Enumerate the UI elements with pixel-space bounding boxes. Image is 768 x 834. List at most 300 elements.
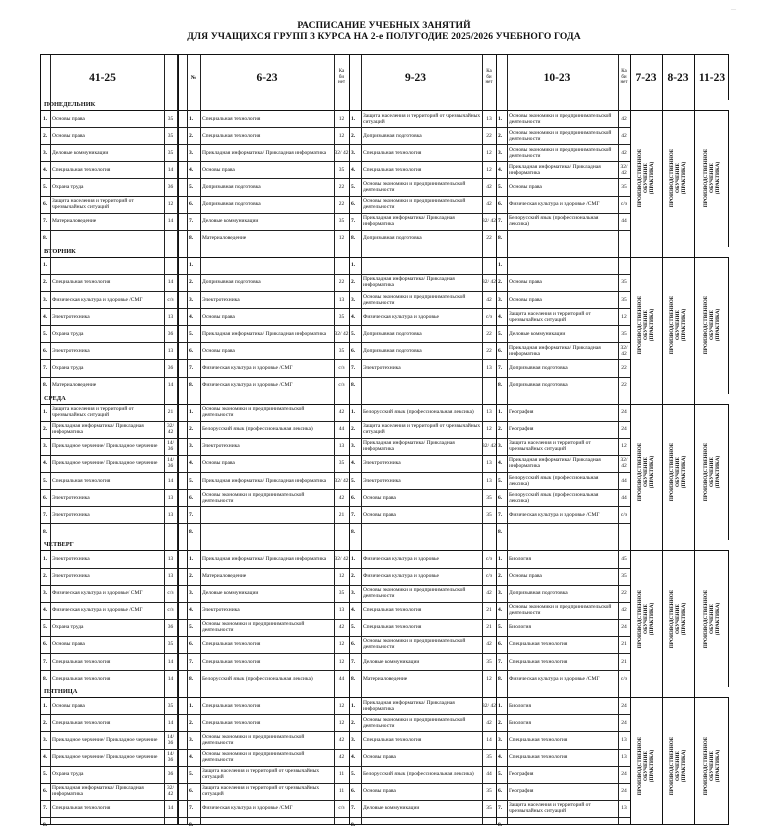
lesson-number: 5.	[351, 330, 356, 337]
lesson-subject	[200, 506, 334, 523]
cabinet-number: 22	[486, 347, 492, 354]
cabinet-number: 12	[338, 641, 345, 648]
production-training-cell	[694, 257, 730, 394]
cabinet-number: 35	[167, 149, 174, 156]
lesson-subject: Специальная технология	[509, 641, 568, 648]
lesson-subject: Электротехника	[52, 313, 90, 320]
lesson-number: 7.	[351, 805, 356, 812]
document-title: РАСПИСАНИЕ УЧЕБНЫХ ЗАНЯТИЙ	[297, 20, 471, 31]
lesson-number: 3.	[43, 736, 48, 743]
cabinet-number: 35	[167, 132, 174, 139]
production-training-label: ПРОИЗВОДСТВЕННОЕ ОБУЧЕНИЕ (ПРАКТИКА)	[703, 149, 722, 208]
lesson-number: 7.	[43, 364, 48, 371]
lesson-subject: Электротехника	[52, 347, 90, 354]
lesson-subject: Электротехника	[363, 460, 401, 467]
cabinet-number: 21	[167, 409, 174, 416]
cabinet-number: 22	[486, 235, 492, 242]
cabinet-number: 35	[486, 754, 492, 761]
lesson-subject: Основы экономики и предпринимательской деятельности	[202, 751, 305, 764]
lesson-subject: Прикладная информатика/ Прикладная информатика	[202, 149, 327, 156]
lesson-subject: Физическая культура и здоровье /СМГ	[509, 511, 600, 518]
cabinet-number: 42	[621, 149, 627, 156]
cabinet-number: 35	[621, 279, 627, 286]
lesson-subject: Охрана труда	[52, 183, 84, 190]
lesson-number: 4.	[43, 607, 48, 614]
lesson-subject: Защита населения и территорий от чрезвычайных ситуаций	[509, 802, 591, 815]
cabinet-number: 14	[486, 736, 492, 743]
lesson-subject: Защита населения и территорий от чрезвычайных ситуаций	[52, 406, 134, 419]
cabinet-number: 13	[621, 805, 627, 812]
cabinet-number: 24	[621, 771, 627, 778]
lesson-subject: Специальная технология	[363, 149, 422, 156]
cabinet-number: 35	[338, 347, 345, 354]
lesson-number: 4.	[43, 166, 48, 173]
production-training-label: ПРОИЗВОДСТВЕННОЕ ОБУЧЕНИЕ (ПРАКТИКА)	[703, 736, 722, 795]
cabinet-number: 12	[486, 149, 492, 156]
lesson-number: 7.	[498, 218, 503, 225]
lesson-subject: Белорусский язык (профессиональная лексика)	[363, 409, 474, 416]
cabinet-number: 32/ 42	[620, 163, 628, 176]
cabinet-number: 12	[621, 313, 627, 320]
lesson-number: 2.	[43, 573, 48, 580]
cabinet-number: 21	[486, 624, 492, 631]
lesson-subject: Основы права	[202, 313, 235, 320]
cabinet-number: 14	[167, 658, 174, 665]
lesson-subject: Прикладная информатика/ Прикладная информатика	[202, 555, 327, 562]
lesson-number: 8.	[498, 382, 503, 389]
lesson-subject: Охрана труда	[52, 330, 84, 337]
cabinet-number: 24	[621, 426, 627, 433]
lesson-number: 2.	[43, 279, 48, 286]
lesson-number: 8.	[498, 675, 503, 682]
lesson-subject: Основы экономики и предпринимательской деятельности	[363, 198, 466, 211]
cabinet-number: 36	[167, 330, 174, 337]
lesson-subject: Электротехника	[202, 607, 240, 614]
lesson-number: 5.	[189, 183, 194, 190]
production-training-label: ПРОИЗВОДСТВЕННОЕ ОБУЧЕНИЕ (ПРАКТИКА)	[637, 149, 656, 208]
production-training-label: ПРОИЗВОДСТВЕННОЕ ОБУЧЕНИЕ (ПРАКТИКА)	[637, 736, 656, 795]
lesson-number: 1.	[189, 702, 194, 709]
lesson-number: 1.	[43, 555, 48, 562]
lesson-number: 2.	[189, 426, 194, 433]
lesson-number: 5.	[351, 771, 356, 778]
lesson-subject: Специальная технология	[52, 675, 111, 682]
cabinet-number: 32/ 42	[482, 218, 496, 225]
lesson-number: 8.	[351, 822, 356, 829]
lesson-number: 3.	[498, 590, 503, 597]
lesson-number: 7.	[351, 218, 356, 225]
cabinet-number: 32/ 42	[166, 785, 175, 798]
cabinet-number: 14	[167, 166, 174, 173]
lesson-subject: Прикладная информатика/ Прикладная информатика	[363, 440, 455, 453]
lesson-number: 8.	[189, 822, 194, 829]
lesson-number: 2.	[189, 279, 194, 286]
production-training-label: ПРОИЗВОДСТВЕННОЕ ОБУЧЕНИЕ (ПРАКТИКА)	[669, 589, 688, 649]
lesson-number: 4.	[498, 607, 503, 614]
cabinet-number: с/з	[338, 805, 345, 812]
lesson-number: 5.	[43, 771, 48, 778]
lesson-subject: Основы экономики и предпринимательской деятельности	[363, 638, 466, 651]
cabinet-number: 13	[621, 736, 627, 743]
lesson-subject: Допризывная подготовка	[509, 590, 568, 597]
group-header-10-23: 10-23	[543, 71, 571, 84]
lesson-number: 5.	[189, 477, 194, 484]
cabinet-number: 42	[486, 201, 492, 208]
cabinet-number: 42	[621, 132, 627, 139]
lesson-number: 3.	[498, 296, 503, 303]
cabinet-number: 14/ 36	[166, 440, 175, 453]
lesson-subject: Физическая культура и здоровье /СМГ	[202, 382, 293, 389]
lesson-subject: Биология	[509, 702, 532, 709]
lesson-number: 6.	[189, 347, 194, 354]
cabinet-number: 14/ 36	[166, 751, 175, 764]
cabinet-number: 36	[167, 364, 174, 371]
lesson-number: 7.	[351, 511, 356, 518]
lesson-number: 3.	[498, 443, 503, 450]
production-training-label: ПРОИЗВОДСТВЕННОЕ ОБУЧЕНИЕ (ПРАКТИКА)	[669, 442, 688, 502]
lesson-number: 6.	[351, 641, 356, 648]
cabinet-number	[482, 523, 496, 540]
lesson-subject	[507, 817, 618, 834]
lesson-subject: Основы права	[202, 460, 235, 467]
lesson-number: 1.	[498, 409, 503, 416]
lesson-number: 7.	[498, 364, 503, 371]
lesson-subject	[507, 230, 618, 247]
document-subtitle: ДЛЯ УЧАЩИХСЯ ГРУПП 3 КУРСА НА 2-е ПОЛУГОДИЕ 2025/2026 УЧЕБНОГО ГОДА	[187, 31, 581, 42]
cabinet-header: Ка би нет	[485, 69, 493, 86]
lesson-subject: Основы права	[202, 166, 235, 173]
cabinet-number: 12	[338, 235, 345, 242]
lesson-subject: Электротехника	[202, 443, 240, 450]
cabinet-header: Ка би нет	[337, 69, 346, 86]
cabinet-number	[334, 257, 349, 274]
lesson-subject: Физическая культура и здоровье	[363, 573, 439, 580]
lesson-subject: Специальная технология	[52, 279, 111, 286]
lesson-subject: Физическая культура и здоровье	[363, 555, 439, 562]
cabinet-number: 22	[621, 590, 627, 597]
lesson-subject: Допризывная подготовка	[363, 132, 422, 139]
cabinet-number: 32/ 42	[620, 457, 628, 470]
cabinet-number: с/з	[620, 201, 628, 208]
cabinet-number: 36	[167, 624, 174, 631]
production-training-cell	[630, 550, 662, 687]
lesson-number: 4.	[498, 313, 503, 320]
lesson-subject: Специальная технология	[363, 624, 422, 631]
cabinet-number: 42	[486, 590, 492, 597]
cabinet-number: 42	[338, 409, 345, 416]
lesson-subject: Основы права	[52, 641, 85, 648]
lesson-number: 8.	[351, 382, 356, 389]
cabinet-number: 14	[167, 675, 174, 682]
cabinet-number: 14	[167, 805, 174, 812]
day-label: ВТОРНИК	[41, 247, 730, 257]
day-label: ЧЕТВЕРГ	[41, 540, 730, 550]
lesson-number: 1.	[43, 409, 48, 416]
num-header: №	[190, 74, 197, 81]
lesson-number: 2.	[43, 132, 48, 139]
column-divider	[507, 55, 508, 824]
production-training-label: ПРОИЗВОДСТВЕННОЕ ОБУЧЕНИЕ (ПРАКТИКА)	[637, 295, 656, 355]
cabinet-number: 35	[167, 702, 174, 709]
lesson-subject: Прикладная информатика/ Прикладная информатика	[363, 276, 455, 289]
lesson-number: 8.	[43, 822, 48, 829]
lesson-number: 8.	[189, 382, 194, 389]
cabinet-number: 24	[621, 788, 627, 795]
lesson-subject: Основы права	[52, 702, 85, 709]
lesson-number: 3.	[189, 443, 194, 450]
cabinet-number: 36	[167, 771, 174, 778]
lesson-number: 4.	[43, 313, 48, 320]
lesson-subject: Белорусский язык (профессиональная лексика)	[363, 771, 474, 778]
lesson-number: 5.	[498, 624, 503, 631]
cabinet-number: 32/ 42	[482, 279, 496, 286]
cabinet-number: 32/ 42	[166, 423, 175, 436]
lesson-number: 4.	[351, 313, 356, 320]
lesson-subject: Физическая культура и здоровье /СМГ	[202, 805, 293, 812]
column-divider	[349, 55, 350, 824]
lesson-number: 5.	[189, 771, 194, 778]
lesson-number: 6.	[43, 201, 48, 208]
lesson-subject: Специальная технология	[52, 658, 111, 665]
lesson-subject: Физическая культура и здоровье /СМГ	[52, 296, 143, 303]
lesson-number: 2.	[498, 132, 503, 139]
cabinet-number: 13	[167, 511, 174, 518]
cabinet-number: 35	[486, 511, 492, 518]
lesson-number: 8.	[351, 528, 356, 535]
lesson-number: 1.	[498, 555, 503, 562]
lesson-number: 4.	[498, 166, 503, 173]
lesson-number: 5.	[351, 624, 356, 631]
lesson-number: 1.	[189, 115, 194, 122]
lesson-number: 1.	[351, 555, 356, 562]
lesson-subject: Специальная технология	[202, 658, 261, 665]
lesson-subject: Основы права	[509, 183, 542, 190]
lesson-number: 1.	[43, 702, 48, 709]
lesson-subject: Прикладная информатика/ Прикладная информатика	[52, 423, 144, 436]
lesson-subject: Защита населения и территорий от чрезвычайных ситуаций	[52, 198, 134, 211]
cabinet-number: 12	[338, 658, 345, 665]
column-divider	[496, 55, 497, 824]
lesson-number: 3.	[351, 149, 356, 156]
lesson-subject: Специальная технология	[363, 607, 422, 614]
lesson-subject: Основы права	[52, 132, 85, 139]
cabinet-number	[482, 257, 496, 274]
production-training-cell	[630, 110, 662, 247]
lesson-subject: Белорусский язык (профессиональная лексика)	[509, 215, 599, 228]
lesson-number: 6.	[43, 347, 48, 354]
cabinet-number: 35	[486, 658, 492, 665]
lesson-subject: Электротехника	[52, 555, 90, 562]
lesson-subject: Основы права	[363, 511, 396, 518]
cabinet-number: с/з	[485, 573, 493, 580]
lesson-number: 7.	[189, 658, 194, 665]
cabinet-number: 13	[486, 409, 492, 416]
cabinet-number: 42	[338, 754, 345, 761]
group-header-7-23: 7-23	[635, 71, 657, 84]
lesson-subject	[361, 523, 482, 540]
cabinet-number: 12	[621, 443, 627, 450]
cabinet-number: 24	[621, 624, 627, 631]
lesson-number: 1.	[189, 555, 194, 562]
cabinet-number	[618, 230, 630, 247]
lesson-subject: Специальная технология	[202, 702, 261, 709]
cabinet-number: 42	[486, 719, 492, 726]
lesson-subject	[361, 377, 482, 394]
cabinet-number: 42	[621, 607, 627, 614]
lesson-number: 5.	[498, 183, 503, 190]
lesson-subject: Основы права	[52, 115, 85, 122]
cabinet-number: 35	[486, 805, 492, 812]
lesson-number: 6.	[498, 201, 503, 208]
cabinet-number: 35	[338, 313, 345, 320]
production-training-label: ПРОИЗВОДСТВЕННОЕ ОБУЧЕНИЕ (ПРАКТИКА)	[669, 149, 688, 208]
lesson-subject: Прикладное черчение/ Прикладное черчение	[52, 443, 158, 450]
lesson-number: 3.	[498, 736, 503, 743]
lesson-number: 3.	[189, 736, 194, 743]
lesson-number: 2.	[351, 132, 356, 139]
lesson-subject: Основы экономики и предпринимательской деятельности	[509, 146, 612, 159]
lesson-subject: Прикладное черчение/ Прикладное черчение	[52, 754, 158, 761]
lesson-subject	[50, 523, 164, 540]
lesson-subject: Охрана труда	[52, 364, 84, 371]
cabinet-number: 22	[621, 382, 627, 389]
cabinet-number: 42	[338, 624, 345, 631]
column-divider	[200, 55, 201, 824]
production-training-cell	[694, 110, 730, 247]
lesson-number: 3.	[189, 149, 194, 156]
lesson-number: 4.	[189, 313, 194, 320]
lesson-number: 1.	[498, 115, 503, 122]
lesson-subject: Электротехника	[363, 364, 401, 371]
lesson-subject	[507, 257, 618, 274]
lesson-number: 7.	[43, 658, 48, 665]
production-training-label: ПРОИЗВОДСТВЕННОЕ ОБУЧЕНИЕ (ПРАКТИКА)	[669, 295, 688, 355]
production-training-cell	[662, 550, 694, 687]
lesson-subject: Специальная технология	[509, 658, 568, 665]
lesson-number: 8.	[189, 528, 194, 535]
cabinet-number: 13	[486, 115, 492, 122]
lesson-subject: Деловые коммуникации	[363, 805, 420, 812]
lesson-subject: Белорусский язык (профессиональная лексика)	[509, 474, 599, 487]
cabinet-number: 14	[167, 719, 174, 726]
lesson-number: 2.	[351, 426, 356, 433]
cabinet-number: 44	[621, 477, 627, 484]
cabinet-number: 22	[338, 201, 345, 208]
lesson-number: 8.	[498, 528, 503, 535]
cabinet-number: 13	[167, 313, 174, 320]
cabinet-number: 13	[338, 296, 345, 303]
lesson-subject: Допризывная подготовка	[363, 330, 422, 337]
lesson-number: 5.	[351, 183, 356, 190]
cabinet-number	[618, 257, 630, 274]
cabinet-number: 22	[338, 279, 345, 286]
lesson-number: 2.	[498, 426, 503, 433]
cabinet-number	[618, 523, 630, 540]
cabinet-number: 24	[621, 409, 627, 416]
lesson-number: 4.	[498, 460, 503, 467]
column-divider	[618, 55, 619, 824]
cabinet-number: 22	[338, 183, 345, 190]
cabinet-number: 42	[486, 641, 492, 648]
lesson-number: 3.	[43, 296, 48, 303]
lesson-subject: Электротехника	[202, 296, 240, 303]
lesson-number: 2.	[351, 279, 356, 286]
lesson-subject: Деловые коммуникации	[52, 149, 109, 156]
lesson-subject: Охрана труда	[52, 624, 84, 631]
lesson-subject: Прикладная информатика/ Прикладная информатика	[52, 785, 144, 798]
lesson-subject: Биология	[509, 555, 532, 562]
lesson-number: 3.	[43, 149, 48, 156]
lesson-number: 8.	[351, 675, 356, 682]
lesson-number: 3.	[351, 736, 356, 743]
cabinet-number: 35	[486, 494, 492, 501]
lesson-subject	[50, 817, 164, 834]
cabinet-number: 42	[486, 183, 492, 190]
lesson-number: 1.	[351, 409, 356, 416]
lesson-subject: Прикладная информатика/ Прикладная информатика	[363, 699, 455, 712]
lesson-subject	[50, 230, 164, 247]
cabinet-number: 35	[621, 330, 627, 337]
lesson-number: 7.	[351, 658, 356, 665]
lesson-number: 4.	[189, 166, 194, 173]
cabinet-number	[164, 523, 177, 540]
lesson-subject: Деловые коммуникации	[509, 330, 566, 337]
lesson-subject: Специальная технология	[509, 736, 568, 743]
lesson-number: 7.	[43, 511, 48, 518]
lesson-number: 4.	[351, 754, 356, 761]
cabinet-number: 24	[621, 719, 627, 726]
cabinet-number	[334, 817, 349, 834]
cabinet-number: 14	[167, 382, 174, 389]
lesson-number: 6.	[498, 347, 503, 354]
lesson-number: 5.	[351, 477, 356, 484]
lesson-number: 1.	[498, 702, 503, 709]
schedule-table	[40, 54, 729, 829]
lesson-number: 5.	[43, 477, 48, 484]
lesson-subject: Физическая культура и здоровье/ СМГ	[52, 590, 143, 597]
cabinet-number: 44	[621, 218, 627, 225]
production-training-label: ПРОИЗВОДСТВЕННОЕ ОБУЧЕНИЕ (ПРАКТИКА)	[703, 442, 722, 502]
lesson-number: 8.	[43, 675, 48, 682]
lesson-number: 8.	[43, 382, 48, 389]
lesson-subject: Допризывная подготовка	[509, 364, 568, 371]
lesson-subject: Прикладная информатика/ Прикладная информатика	[509, 344, 601, 357]
lesson-subject: Специальная технология	[52, 477, 111, 484]
production-training-cell	[662, 697, 694, 834]
cabinet-number: 35	[486, 788, 492, 795]
cabinet-number: 44	[338, 426, 345, 433]
lesson-subject: Допризывная подготовка	[202, 201, 261, 208]
lesson-subject: Основы экономики и предпринимательской деятельности	[202, 621, 305, 634]
column-divider	[187, 55, 188, 824]
lesson-number: 8.	[189, 675, 194, 682]
lesson-subject	[507, 523, 618, 540]
cabinet-number: 14	[167, 279, 174, 286]
lesson-subject: Основы экономики и предпринимательской деятельности	[509, 112, 612, 125]
cabinet-number: 13	[167, 555, 174, 562]
cabinet-number: 35	[621, 183, 627, 190]
lesson-number: 6.	[43, 788, 48, 795]
lesson-number: 6.	[351, 201, 356, 208]
lesson-number: 4.	[498, 754, 503, 761]
lesson-number: 6.	[498, 788, 503, 795]
cabinet-number: 12	[338, 115, 345, 122]
cabinet-number: 14	[167, 218, 174, 225]
lesson-subject: Основы экономики и предпринимательской деятельности	[363, 587, 466, 600]
cabinet-number: 14	[167, 477, 174, 484]
cabinet-number	[164, 817, 177, 834]
lesson-subject	[361, 257, 482, 274]
